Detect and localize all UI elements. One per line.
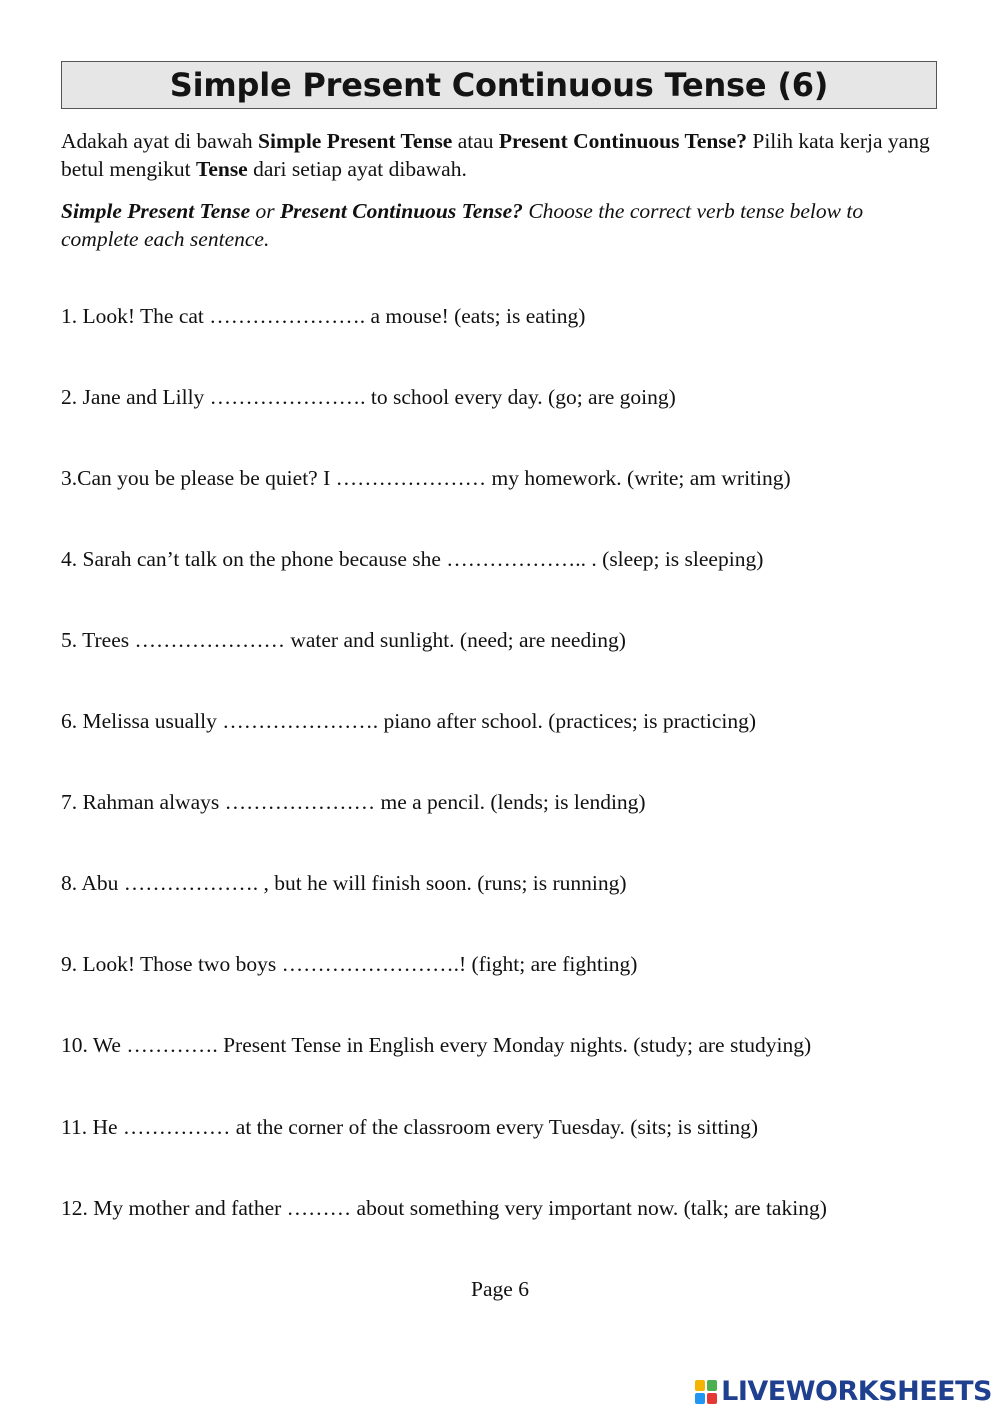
question-11: 11. He …………… at the corner of the classroom every Tuesday. (sits; is sitting)	[61, 1115, 759, 1139]
question-1: 1. Look! The cat …………………. a mouse! (eats; is eating)	[61, 304, 586, 328]
instr-ms-bold-2: Present Continuous Tense?	[498, 129, 747, 153]
instr-en-bold-1: Simple Present Tense	[61, 199, 251, 223]
question-5: 5. Trees ………………… water and sunlight. (need; are needing)	[61, 628, 626, 652]
instr-ms-text-2: atau	[452, 129, 499, 153]
instr-ms-bold-3: Tense	[195, 157, 248, 181]
instr-ms-text-3: Pilih kata kerja yang betul mengikut	[61, 129, 930, 181]
question-12: 12. My mother and father ……… about something very important now. (talk; are taking)	[61, 1196, 827, 1220]
page-number: Page 6	[471, 1277, 529, 1301]
instructions-malay	[61, 127, 941, 183]
question-6: 6. Melissa usually …………………. piano after school. (practices; is practicing)	[61, 709, 757, 733]
instr-en-text-2: Choose the correct verb tense below to complete each sentence.	[61, 199, 864, 251]
brand-name: LIVEWORKSHEETS	[721, 1376, 992, 1407]
liveworksheets-brand[interactable]	[695, 1376, 992, 1407]
question-9: 9. Look! Those two boys …………………….! (fight; are fighting)	[61, 952, 638, 976]
instructions-english	[61, 197, 941, 253]
question-3: 3.Can you be please be quiet? I ………………… my homework. (write; am writing)	[61, 466, 791, 490]
page-title: Simple Present Continuous Tense (6)	[169, 66, 829, 104]
instr-en-bold-2: Present Continuous Tense?	[280, 199, 523, 223]
instr-ms-text-4: dari setiap ayat dibawah.	[247, 157, 467, 181]
question-7: 7. Rahman always ………………… me a pencil. (lends; is lending)	[61, 790, 646, 814]
liveworksheets-logo-icon	[695, 1380, 717, 1404]
title-box	[61, 61, 937, 109]
question-8: 8. Abu ………………. , but he will finish soon. (runs; is running)	[61, 871, 627, 895]
question-4: 4. Sarah can’t talk on the phone because she ……………….. . (sleep; is sleeping)	[61, 547, 764, 571]
question-2: 2. Jane and Lilly …………………. to school every day. (go; are going)	[61, 385, 676, 409]
instr-ms-bold-1: Simple Present Tense	[258, 129, 453, 153]
instr-en-text-1: or	[250, 199, 280, 223]
question-10: 10. We …………. Present Tense in English every Monday nights. (study; are studying)	[61, 1033, 812, 1057]
instr-ms-text-1: Adakah ayat di bawah	[61, 129, 259, 153]
